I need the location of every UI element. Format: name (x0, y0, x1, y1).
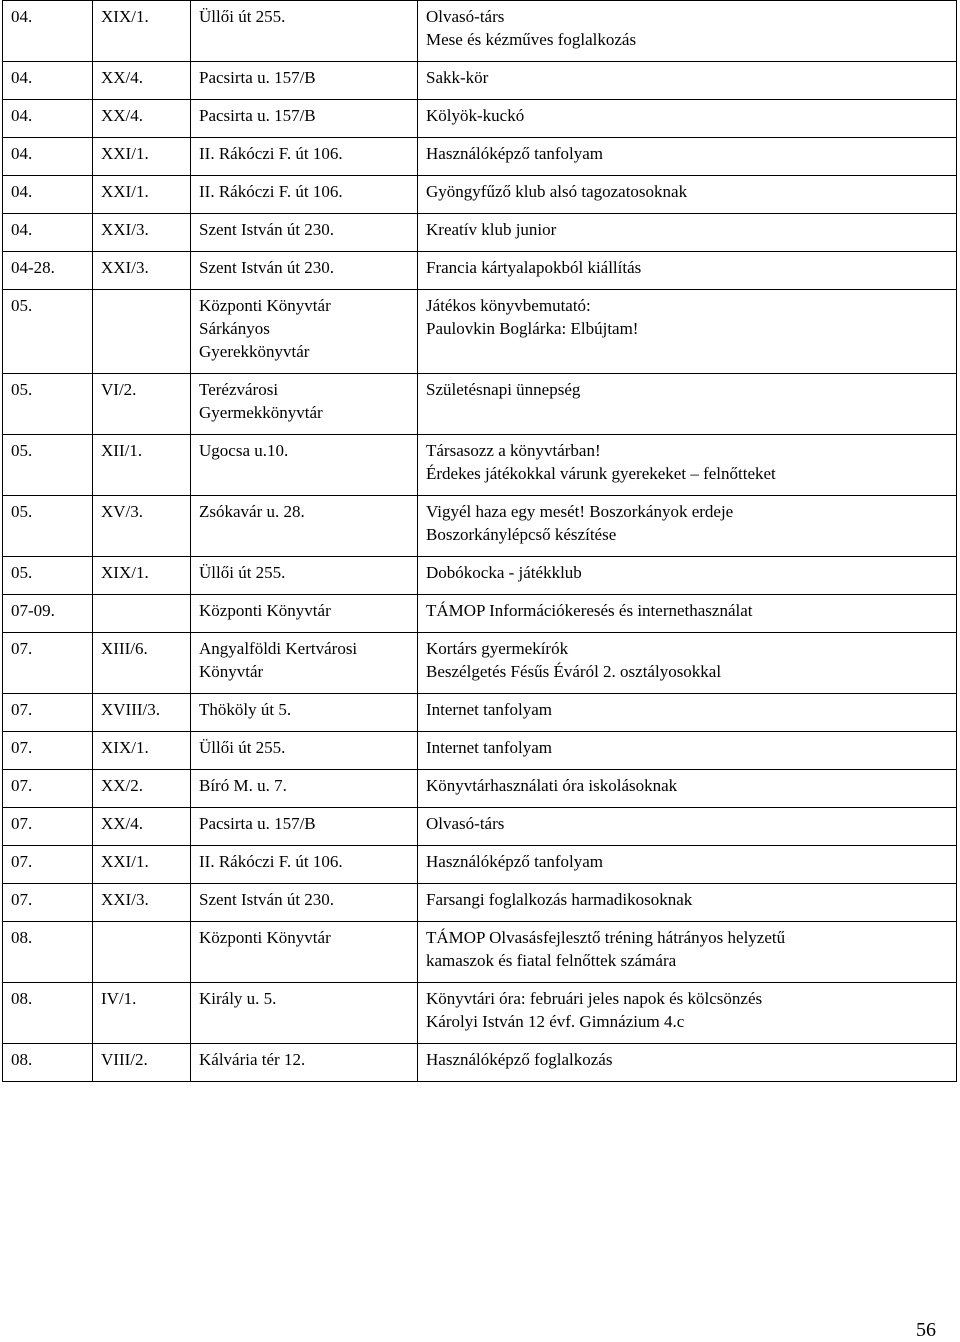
district-cell: XXI/1. (93, 176, 191, 214)
date-cell: 05. (3, 557, 93, 595)
place-cell: Üllői út 255. (191, 557, 418, 595)
date-cell: 07. (3, 846, 93, 884)
district-cell (93, 595, 191, 633)
event-cell: Kreatív klub junior (418, 214, 957, 252)
table-row (3, 595, 957, 633)
event-cell: Játékos könyvbemutató: Paulovkin Boglárka: Elbújtam! (418, 290, 957, 374)
district-cell: XVIII/3. (93, 694, 191, 732)
date-cell: 04. (3, 1, 93, 62)
event-cell: Könyvtárhasználati óra iskolásoknak (418, 770, 957, 808)
district-cell (93, 922, 191, 983)
event-cell: Sakk-kör (418, 62, 957, 100)
date-cell: 07. (3, 808, 93, 846)
table-row (3, 176, 957, 214)
place-cell: Központi Könyvtár Sárkányos Gyerekkönyvtár (191, 290, 418, 374)
date-cell: 08. (3, 1044, 93, 1082)
date-cell: 04. (3, 176, 93, 214)
place-cell: Ugocsa u.10. (191, 435, 418, 496)
date-cell: 04. (3, 214, 93, 252)
table-row (3, 694, 957, 732)
district-cell: XIII/6. (93, 633, 191, 694)
event-cell: TÁMOP Információkeresés és internethasználat (418, 595, 957, 633)
place-cell: Pacsirta u. 157/B (191, 100, 418, 138)
district-cell: XIX/1. (93, 557, 191, 595)
table-row (3, 100, 957, 138)
district-cell: XXI/1. (93, 138, 191, 176)
table-row (3, 374, 957, 435)
table-row (3, 846, 957, 884)
event-cell: Dobókocka - játékklub (418, 557, 957, 595)
date-cell: 04-28. (3, 252, 93, 290)
district-cell: XII/1. (93, 435, 191, 496)
place-cell: Központi Könyvtár (191, 595, 418, 633)
place-cell: II. Rákóczi F. út 106. (191, 176, 418, 214)
date-cell: 07. (3, 694, 93, 732)
place-cell: II. Rákóczi F. út 106. (191, 138, 418, 176)
place-cell: Szent István út 230. (191, 214, 418, 252)
table-row (3, 1044, 957, 1082)
table-row (3, 214, 957, 252)
date-cell: 07-09. (3, 595, 93, 633)
district-cell: XXI/3. (93, 214, 191, 252)
event-schedule-table (2, 0, 957, 1082)
date-cell: 08. (3, 983, 93, 1044)
date-cell: 05. (3, 496, 93, 557)
date-cell: 04. (3, 62, 93, 100)
place-cell: Üllői út 255. (191, 732, 418, 770)
district-cell: XIX/1. (93, 732, 191, 770)
schedule-body (3, 1, 957, 1082)
date-cell: 04. (3, 100, 93, 138)
table-row (3, 62, 957, 100)
place-cell: Király u. 5. (191, 983, 418, 1044)
place-cell: Angyalföldi Kertvárosi Könyvtár (191, 633, 418, 694)
district-cell: VIII/2. (93, 1044, 191, 1082)
event-cell: Internet tanfolyam (418, 694, 957, 732)
table-row (3, 1, 957, 62)
event-cell: TÁMOP Olvasásfejlesztő tréning hátrányos helyzetű kamaszok és fiatal felnőttek számára (418, 922, 957, 983)
event-cell: Olvasó-társ (418, 808, 957, 846)
event-cell: Használóképző tanfolyam (418, 846, 957, 884)
district-cell: XXI/3. (93, 252, 191, 290)
date-cell: 05. (3, 374, 93, 435)
date-cell: 07. (3, 884, 93, 922)
place-cell: II. Rákóczi F. út 106. (191, 846, 418, 884)
district-cell: XX/4. (93, 100, 191, 138)
district-cell: XX/4. (93, 808, 191, 846)
event-cell: Kölyök-kuckó (418, 100, 957, 138)
event-cell: Társasozz a könyvtárban! Érdekes játékokkal várunk gyerekeket – felnőtteket (418, 435, 957, 496)
place-cell: Zsókavár u. 28. (191, 496, 418, 557)
date-cell: 07. (3, 732, 93, 770)
district-cell: XIX/1. (93, 1, 191, 62)
district-cell: XXI/1. (93, 846, 191, 884)
place-cell: Szent István út 230. (191, 884, 418, 922)
date-cell: 07. (3, 633, 93, 694)
place-cell: Bíró M. u. 7. (191, 770, 418, 808)
table-row (3, 557, 957, 595)
place-cell: Üllői út 255. (191, 1, 418, 62)
district-cell: VI/2. (93, 374, 191, 435)
place-cell: Központi Könyvtár (191, 922, 418, 983)
district-cell: IV/1. (93, 983, 191, 1044)
place-cell: Terézvárosi Gyermekkönyvtár (191, 374, 418, 435)
place-cell: Thököly út 5. (191, 694, 418, 732)
table-row (3, 732, 957, 770)
event-cell: Internet tanfolyam (418, 732, 957, 770)
event-cell: Könyvtári óra: februári jeles napok és kölcsönzés Károlyi István 12 évf. Gimnázium 4.c (418, 983, 957, 1044)
date-cell: 07. (3, 770, 93, 808)
place-cell: Kálvária tér 12. (191, 1044, 418, 1082)
table-row (3, 138, 957, 176)
event-cell: Farsangi foglalkozás harmadikosoknak (418, 884, 957, 922)
table-row (3, 983, 957, 1044)
table-row (3, 435, 957, 496)
district-cell: XV/3. (93, 496, 191, 557)
event-cell: Gyöngyfűző klub alsó tagozatosoknak (418, 176, 957, 214)
place-cell: Szent István út 230. (191, 252, 418, 290)
event-cell: Használóképző tanfolyam (418, 138, 957, 176)
district-cell: XX/2. (93, 770, 191, 808)
table-row (3, 884, 957, 922)
event-cell: Vigyél haza egy mesét! Boszorkányok erdeje Boszorkánylépcső készítése (418, 496, 957, 557)
event-cell: Olvasó-társ Mese és kézműves foglalkozás (418, 1, 957, 62)
district-cell (93, 290, 191, 374)
date-cell: 05. (3, 435, 93, 496)
table-row (3, 252, 957, 290)
table-row (3, 496, 957, 557)
event-cell: Francia kártyalapokból kiállítás (418, 252, 957, 290)
district-cell: XXI/3. (93, 884, 191, 922)
place-cell: Pacsirta u. 157/B (191, 62, 418, 100)
date-cell: 04. (3, 138, 93, 176)
event-cell: Születésnapi ünnepség (418, 374, 957, 435)
page-number: 56 (916, 1319, 936, 1341)
event-cell: Kortárs gyermekírók Beszélgetés Fésűs Éváról 2. osztályosokkal (418, 633, 957, 694)
place-cell: Pacsirta u. 157/B (191, 808, 418, 846)
event-cell: Használóképző foglalkozás (418, 1044, 957, 1082)
date-cell: 08. (3, 922, 93, 983)
table-row (3, 633, 957, 694)
date-cell: 05. (3, 290, 93, 374)
district-cell: XX/4. (93, 62, 191, 100)
table-row (3, 770, 957, 808)
table-row (3, 808, 957, 846)
table-row (3, 922, 957, 983)
table-row (3, 290, 957, 374)
